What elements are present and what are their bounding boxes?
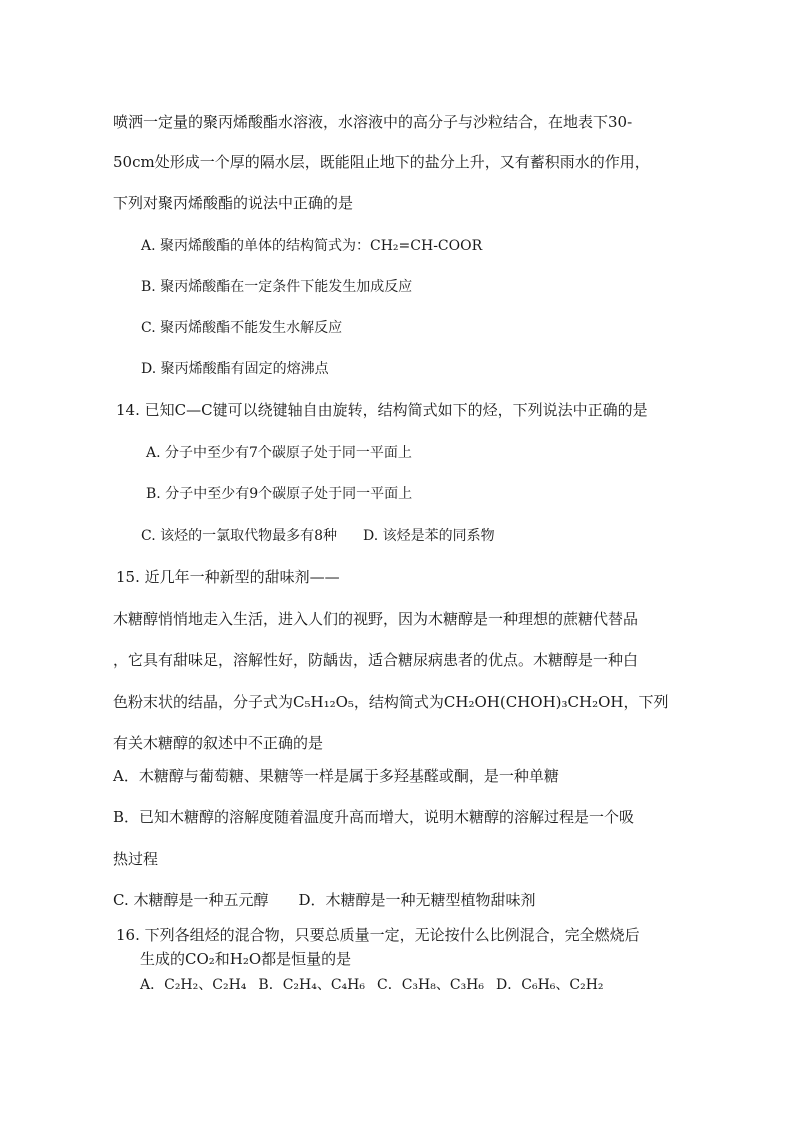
q16-line-2: 生成的CO₂和H₂O都是恒量的是	[140, 950, 352, 968]
q15-line-2: 木糖醇悄悄地走入生活，进入人们的视野，因为木糖醇是一种理想的蔗糖代替品	[113, 610, 639, 628]
q13-option-c: C. 聚丙烯酸酯不能发生水解反应	[141, 320, 343, 336]
q16-option-b: B．C₂H₄、C₄H₆	[258, 977, 365, 993]
q14-option-a: A. 分子中至少有7个碳原子处于同一平面上	[146, 445, 412, 461]
q15-option-b-line-1: B．已知木糖醇的溶解度随着温度升高而增大，说明木糖醇的溶解过程是一个吸	[113, 808, 635, 826]
q16-option-d: D．C₆H₆、C₂H₂	[496, 977, 604, 993]
q14-option-c: C. 该烃的一氯取代物最多有8种	[141, 528, 338, 544]
q14-option-b: B. 分子中至少有9个碳原子处于同一平面上	[146, 486, 413, 502]
q16-line-1: 16. 下列各组烃的混合物，只要总质量一定，无论按什么比例混合，完全燃烧后	[116, 926, 640, 944]
q15-line-3: ，它具有甜味足，溶解性好，防龋齿，适合糖尿病患者的优点。木糖醇是一种白	[113, 651, 639, 669]
q16-option-a: A．C₂H₂、C₂H₄	[140, 977, 247, 993]
q13-option-a: A. 聚丙烯酸酯的单体的结构简式为：CH₂=CH-COOR	[141, 238, 483, 254]
q15-options-cd	[113, 890, 536, 910]
q13-line-2: 50cm处形成一个厚的隔水层，既能阻止地下的盐分上升，又有蓄积雨水的作用，	[113, 153, 650, 171]
q14-stem: 14. 已知C—C键可以绕键轴自由旋转，结构简式如下的烃，下列说法中正确的是	[116, 401, 648, 419]
q14-option-d: D. 该烃是苯的同系物	[363, 528, 495, 544]
q15-option-a: A．木糖醇与葡萄糖、果糖等一样是属于多羟基醛或酮，是一种单糖	[113, 767, 559, 785]
q15-option-d: D．木糖醇是一种无糖型植物甜味剂	[298, 891, 536, 909]
q15-line-1: 15. 近几年一种新型的甜味剂——	[116, 568, 340, 586]
q14-options-cd	[141, 526, 495, 546]
q16-option-c: C．C₃H₈、C₃H₆	[377, 977, 485, 993]
q15-option-b-line-2: 热过程	[113, 850, 159, 868]
q15-line-4: 色粉末状的结晶，分子式为C₅H₁₂O₅，结构简式为CH₂OH(CHOH)₃CH₂OH，下列	[113, 693, 669, 711]
q13-option-d: D. 聚丙烯酸酯有固定的熔沸点	[141, 361, 329, 377]
q13-option-b: B. 聚丙烯酸酯在一定条件下能发生加成反应	[141, 279, 413, 295]
q15-option-c: C. 木糖醇是一种五元醇	[113, 891, 269, 909]
q15-line-5: 有关木糖醇的叙述中不正确的是	[113, 734, 324, 752]
q13-line-1: 喷洒一定量的聚丙烯酸酯水溶液，水溶液中的高分子与沙粒结合，在地表下30-	[113, 113, 633, 131]
q16-options	[140, 975, 604, 995]
q13-line-3: 下列对聚丙烯酸酯的说法中正确的是	[113, 194, 354, 212]
